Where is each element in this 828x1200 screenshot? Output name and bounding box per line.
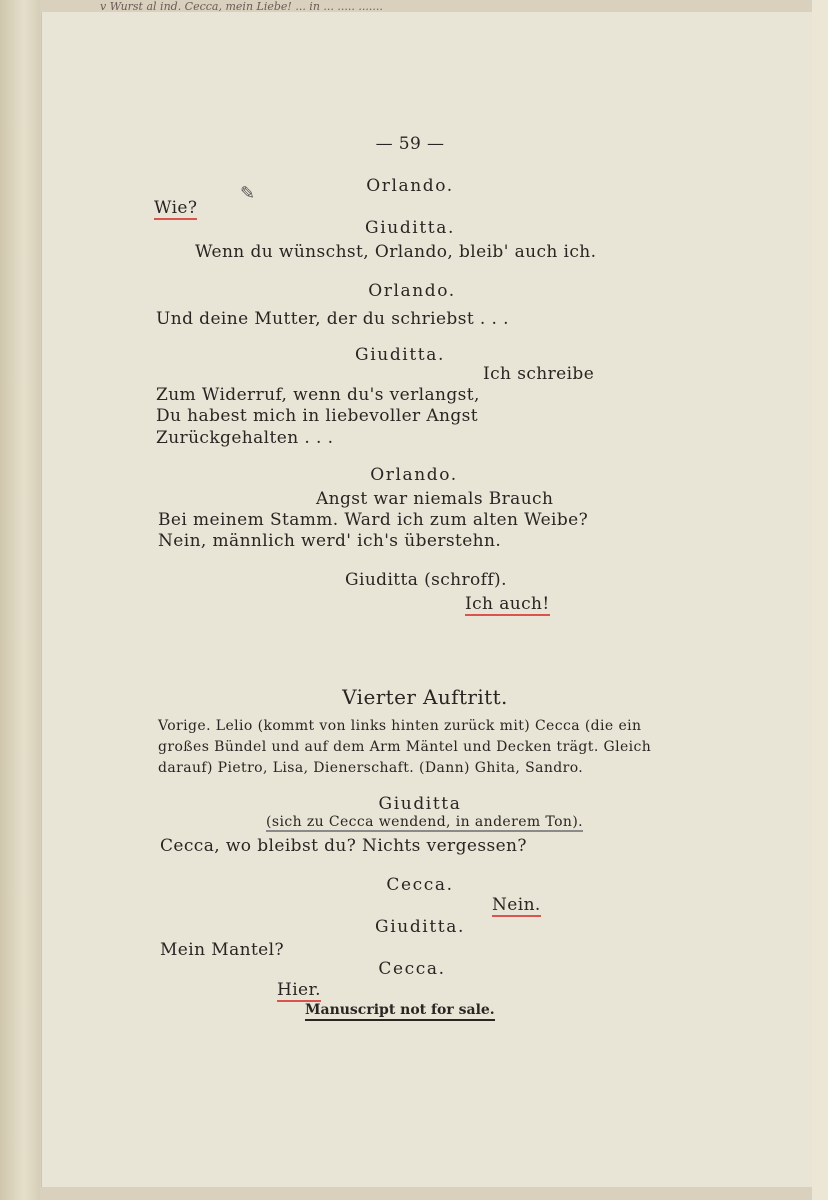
dialogue-line: Angst war niemals Brauch [316, 489, 554, 509]
dialogue-line: Wie? [154, 198, 198, 218]
stage-direction: Vorige. Lelio (kommt von links hinten zurück mit) Cecca (die ein [158, 718, 642, 734]
dialogue-line: Hier. [277, 980, 321, 1000]
speaker-label: Giuditta (schroff). [345, 570, 507, 590]
dialogue-line: Du habest mich in liebevoller Angst [156, 406, 479, 426]
page-number: — 59 — [375, 134, 445, 154]
binding-edge [0, 0, 40, 1200]
dialogue-line: Cecca, wo bleibst du? Nichts vergessen? [160, 836, 527, 856]
stage-direction: großes Bündel und auf dem Arm Mäntel und Decken trägt. Gleich [158, 739, 652, 755]
speaker-label: Orlando. [368, 281, 456, 301]
dialogue-line: Bei meinem Stamm. Ward ich zum alten Weibe? [158, 510, 589, 530]
stage-direction: darauf) Pietro, Lisa, Dienerschaft. (Dann) Ghita, Sandro. [158, 760, 584, 776]
handwritten-note: v Wurst al ind. Cecca, mein Liebe! ... in ... ..... ....... [100, 0, 383, 12]
speaker-label: Giuditta. [375, 917, 465, 937]
manuscript-stamp: Manuscript not for sale. [305, 1002, 495, 1021]
speaker-label: Cecca. [386, 875, 454, 895]
stage-direction: (sich zu Cecca wendend, in anderem Ton). [266, 814, 584, 830]
dialogue-line: Zum Widerruf, wenn du's verlangst, [156, 385, 480, 405]
dialogue-line: Nein, männlich werd' ich's überstehn. [158, 531, 502, 551]
speaker-label: Giuditta. [355, 345, 445, 365]
dialogue-line: Nein. [492, 895, 541, 915]
dialogue-line: Wenn du wünschst, Orlando, bleib' auch ich. [195, 242, 597, 262]
dialogue-line: Ich schreibe [483, 364, 595, 384]
dialogue-line: Ich auch! [465, 594, 550, 614]
scene-heading: Vierter Auftritt. [342, 685, 508, 709]
pencil-mark-icon: ✎ [240, 183, 256, 204]
speaker-label: Cecca. [378, 959, 446, 979]
speaker-label: Giuditta. [365, 218, 455, 238]
next-page-edge [812, 0, 828, 1200]
speaker-label: Orlando. [366, 176, 454, 196]
speaker-label: Orlando. [370, 465, 458, 485]
dialogue-line: Und deine Mutter, der du schriebst . . . [156, 309, 509, 329]
dialogue-line: Zurückgehalten . . . [156, 428, 334, 448]
dialogue-line: Mein Mantel? [160, 940, 284, 960]
speaker-label: Giuditta [378, 794, 462, 814]
